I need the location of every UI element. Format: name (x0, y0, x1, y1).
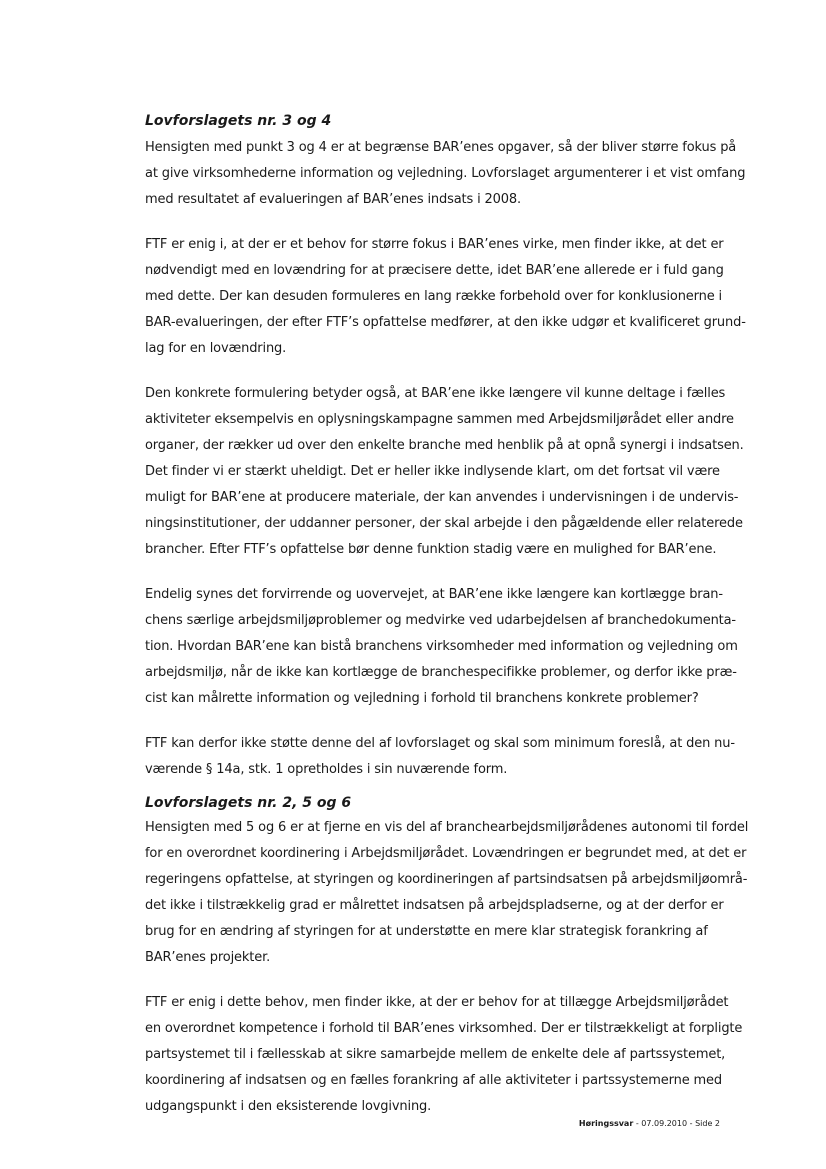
paragraph-line: partsystemet til i fællesskab at sikre samarbejde mellem de enkelte dele af partssystemet, (145, 1047, 726, 1062)
paragraph-line: muligt for BAR’ene at producere materiale, der kan anvendes i undervisningen i de undervis- (145, 490, 739, 505)
paragraph-line: med resultatet af evalueringen af BAR’enes indsats i 2008. (145, 192, 522, 207)
paragraph-line: cist kan målrette information og vejledning i forhold til branchens konkrete problemer? (145, 691, 699, 706)
paragraph-line: en overordnet kompetence i forhold til BAR’enes virksomhed. Der er tilstrækkeligt at forpligte (145, 1021, 743, 1036)
paragraph-line: BAR-evalueringen, der efter FTF’s opfattelse medfører, at den ikke udgør et kvalificeret grund- (145, 315, 746, 330)
paragraph-line: organer, der rækker ud over den enkelte branche med henblik på at opnå synergi i indsatsen. (145, 438, 744, 453)
paragraph (145, 815, 749, 971)
paragraph-line: at give virksomhederne information og vejledning. Lovforslaget argumenterer i et vist omfang (145, 166, 746, 181)
paragraph-line: med dette. Der kan desuden formuleres en lang række forbehold over for konklusionerne i (145, 289, 722, 304)
paragraph-line: brug for en ændring af styringen for at understøtte en mere klar strategisk forankring af (145, 924, 708, 939)
page-footer (579, 1119, 720, 1128)
paragraph-line: udgangspunkt i den eksisterende lovgivning. (145, 1099, 432, 1114)
paragraph-line: FTF er enig i dette behov, men finder ikke, at der er behov for at tillægge Arbejdsmiljørådet (145, 995, 729, 1010)
footer-page-number: Side 2 (695, 1119, 720, 1128)
paragraph-line: lag for en lovændring. (145, 341, 287, 356)
footer-date: 07.09.2010 (641, 1119, 688, 1128)
paragraph-line: arbejdsmiljø, når de ikke kan kortlægge de branchespecifikke problemer, og derfor ikke præ- (145, 665, 737, 680)
section-heading: Lovforslagets nr. 3 og 4 (145, 113, 332, 129)
paragraph-line: regeringens opfattelse, at styringen og koordineringen af partsindsatsen på arbejdsmiljøområ- (145, 872, 748, 887)
paragraph (145, 135, 746, 213)
paragraph-line: ningsinstitutioner, der uddanner personer, der skal arbejde i den pågældende eller relaterede (145, 516, 743, 531)
paragraph-line: for en overordnet koordinering i Arbejdsmiljørådet. Lovændringen er begrundet med, at det er (145, 846, 747, 861)
paragraph-line: Endelig synes det forvirrende og uovervejet, at BAR’ene ikke længere kan kortlægge bran- (145, 587, 723, 602)
paragraph-line: nødvendigt med en lovændring for at præcisere dette, idet BAR’ene allerede er i fuld gang (145, 263, 724, 278)
paragraph (145, 990, 743, 1120)
paragraph (145, 731, 735, 783)
footer-separator: - (687, 1119, 696, 1128)
paragraph-line: tion. Hvordan BAR’ene kan bistå branchens virksomheder med information og vejledning om (145, 639, 738, 654)
paragraph (145, 232, 746, 362)
paragraph-line: FTF er enig i, at der er et behov for større fokus i BAR’enes virke, men finder ikke, at det er (145, 237, 724, 252)
paragraph-line: aktiviteter eksempelvis en oplysningskampagne sammen med Arbejdsmiljørådet eller andre (145, 412, 734, 427)
paragraph-line: chens særlige arbejdsmiljøproblemer og medvirke ved udarbejdelsen af branchedokumenta- (145, 613, 736, 628)
paragraph-line: brancher. Efter FTF’s opfattelse bør denne funktion stadig være en mulighed for BAR’ene. (145, 542, 717, 557)
paragraph-line: Det finder vi er stærkt uheldigt. Det er heller ikke indlysende klart, om det fortsat vil være (145, 464, 720, 479)
paragraph (145, 582, 738, 712)
paragraph-line: FTF kan derfor ikke støtte denne del af lovforslaget og skal som minimum foreslå, at den nu- (145, 736, 735, 751)
paragraph-line: koordinering af indsatsen og en fælles forankring af alle aktiviteter i partssystemerne med (145, 1073, 722, 1088)
section-heading: Lovforslagets nr. 2, 5 og 6 (145, 795, 352, 811)
paragraph-line: Hensigten med 5 og 6 er at fjerne en vis del af branchearbejdsmiljørådenes autonomi til fordel (145, 820, 749, 835)
footer-label: Høringssvar (578, 1119, 634, 1128)
document-body (145, 109, 749, 1139)
footer-separator: - (633, 1119, 642, 1128)
paragraph-line: BAR’enes projekter. (145, 950, 271, 965)
paragraph (145, 381, 744, 563)
paragraph-line: det ikke i tilstrækkelig grad er målrettet indsatsen på arbejdspladserne, og at der derfor er (145, 898, 724, 913)
paragraph-line: Den konkrete formulering betyder også, at BAR’ene ikke længere vil kunne deltage i fælles (145, 386, 726, 401)
paragraph-line: værende § 14a, stk. 1 opretholdes i sin nuværende form. (145, 762, 508, 777)
paragraph-line: Hensigten med punkt 3 og 4 er at begrænse BAR’enes opgaver, så der bliver større fokus på (145, 140, 737, 155)
